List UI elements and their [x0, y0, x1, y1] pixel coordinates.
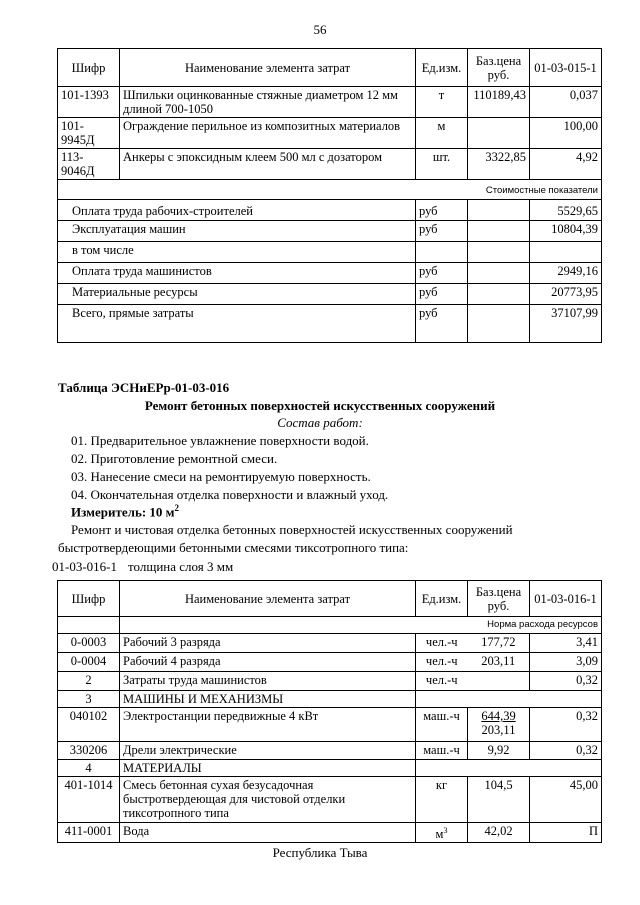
cell-name: Рабочий 3 разряда: [120, 634, 416, 653]
summary-row: [58, 305, 602, 343]
table-row: [58, 823, 602, 843]
cell-unit: кг: [416, 777, 468, 823]
cell-name: Анкеры с эпоксидным клеем 500 мл с дозатором: [120, 149, 416, 180]
table-row: [58, 149, 602, 180]
cell-value: П: [530, 823, 602, 843]
cell-value: 0,32: [530, 708, 602, 742]
cell-price: [468, 672, 530, 691]
footer-region: Республика Тыва: [272, 845, 368, 860]
cell-code: 040102: [58, 708, 120, 742]
summary-row: [58, 242, 602, 263]
cell-code: 101-9945Д: [58, 118, 120, 149]
table-header-row: [58, 49, 602, 87]
table-row: [58, 118, 602, 149]
header-price: Баз.цена руб.: [468, 581, 530, 617]
cell-unit: т: [416, 87, 468, 118]
summary-value: 10804,39: [530, 221, 602, 242]
cell-value: 45,00: [530, 777, 602, 823]
cell-code: 411-0001: [58, 823, 120, 843]
work-step: 01. Предварительное увлажнение поверхности водой.: [71, 433, 369, 448]
cell-value: 4,92: [530, 149, 602, 180]
variant-code: 01-03-016-1: [52, 559, 117, 574]
cell-price: 203,11: [468, 653, 530, 672]
header-norm-code: 01-03-015-1: [530, 49, 602, 87]
norm-label: Норма расхода ресурсов: [120, 617, 602, 634]
summary-label: в том числе: [58, 242, 416, 263]
cell-value: 0,32: [530, 742, 602, 760]
cell-price: 110189,43: [468, 87, 530, 118]
summary-row: [58, 221, 602, 242]
cell-code: 3: [58, 691, 120, 708]
cell-code: 330206: [58, 742, 120, 760]
norm-row: [58, 617, 602, 634]
cell-price: 42,02: [468, 823, 530, 843]
cell-name: Рабочий 4 разряда: [120, 653, 416, 672]
cell-unit: маш.-ч: [416, 742, 468, 760]
cell-name: Вода: [120, 823, 416, 843]
cell-price: 177,72: [468, 634, 530, 653]
summary-unit: руб: [416, 221, 468, 242]
summary-unit: руб: [416, 284, 468, 305]
cost-indicators-row: [58, 180, 602, 200]
variant-text: толщина слоя 3 мм: [128, 559, 234, 574]
summary-label: Эксплуатация машин: [58, 221, 416, 242]
table-row: [58, 742, 602, 760]
cell-unit: маш.-ч: [416, 708, 468, 742]
description-line: быстротвердеющими бетонными смесями тиксотропного типа:: [58, 540, 409, 555]
header-code: Шифр: [58, 49, 120, 87]
header-unit: Ед.изм.: [416, 49, 468, 87]
price-value-secondary: 203,11: [481, 723, 516, 737]
resource-table-1: [57, 48, 602, 343]
cell-price: 104,5: [468, 777, 530, 823]
page-number: 56: [313, 22, 327, 37]
cell-name: Дрели электрические: [120, 742, 416, 760]
cell-value: 100,00: [530, 118, 602, 149]
cell-code: 113-9046Д: [58, 149, 120, 180]
header-unit: Ед.изм.: [416, 581, 468, 617]
table-row: [58, 777, 602, 823]
cell-name: Ограждение перильное из композитных материалов: [120, 118, 416, 149]
section-row: [58, 760, 602, 777]
table-header-row: [58, 581, 602, 617]
cell-value: 3,41: [530, 634, 602, 653]
cell-code: 0-0004: [58, 653, 120, 672]
cell-name: Затраты труда машинистов: [120, 672, 416, 691]
section-heading: МАТЕРИАЛЫ: [120, 760, 416, 777]
cell-name: Смесь бетонная сухая безусадочная быстротвердеющая для чистовой отделки тиксотропного типа: [120, 777, 416, 823]
summary-value: 37107,99: [530, 305, 602, 343]
section-row: [58, 691, 602, 708]
table-row: [58, 87, 602, 118]
section-title: Ремонт бетонных поверхностей искусственных сооружений: [144, 398, 496, 413]
summary-label: Материальные ресурсы: [58, 284, 416, 305]
summary-unit: руб: [416, 200, 468, 221]
table-id-heading: Таблица ЭСНиЕРр-01-03-016: [58, 380, 230, 395]
cell-unit: $м^3$: [416, 823, 468, 843]
cell-unit: чел.-ч: [416, 634, 468, 653]
header-code: Шифр: [58, 581, 120, 617]
work-step: 04. Окончательная отделка поверхности и влажный уход.: [71, 487, 389, 502]
cell-code: 101-1393: [58, 87, 120, 118]
cell-name: Электростанции передвижные 4 кВт: [120, 708, 416, 742]
summary-value: 5529,65: [530, 200, 602, 221]
table-row: [58, 634, 602, 653]
cell-price: 3322,85: [468, 149, 530, 180]
cell-unit: чел.-ч: [416, 653, 468, 672]
table-row: [58, 708, 602, 742]
work-step: 03. Нанесение смеси на ремонтируемую поверхность.: [71, 469, 371, 484]
summary-label: Оплата труда рабочих-строителей: [58, 200, 416, 221]
cell-unit: м: [416, 118, 468, 149]
work-step: 02. Приготовление ремонтной смеси.: [71, 451, 278, 466]
composition-label: Состав работ:: [277, 415, 363, 430]
summary-value: 2949,16: [530, 263, 602, 284]
summary-unit: руб: [416, 263, 468, 284]
header-name: Наименование элемента затрат: [120, 49, 416, 87]
cell-price: 9,92: [468, 742, 530, 760]
cell-value: 3,09: [530, 653, 602, 672]
summary-label: Оплата труда машинистов: [58, 263, 416, 284]
cell-code: 4: [58, 760, 120, 777]
header-norm-code: 01-03-016-1: [530, 581, 602, 617]
cell-value: 0,32: [530, 672, 602, 691]
summary-row: [58, 263, 602, 284]
summary-unit: руб: [416, 305, 468, 343]
header-name: Наименование элемента затрат: [120, 581, 416, 617]
description-line: Ремонт и чистовая отделка бетонных поверхностей искусственных сооружений: [71, 522, 513, 537]
summary-row: [58, 200, 602, 221]
cost-indicators-label: Стоимостные показатели: [58, 180, 602, 200]
summary-unit: [416, 242, 468, 263]
cell-price: [468, 708, 530, 742]
summary-row: [58, 284, 602, 305]
header-price: Баз.цена руб.: [468, 49, 530, 87]
summary-value: [530, 242, 602, 263]
cell-price: [468, 118, 530, 149]
table-row: [58, 653, 602, 672]
cell-value: 0,037: [530, 87, 602, 118]
summary-label: Всего, прямые затраты: [58, 305, 416, 343]
cell-unit: шт.: [416, 149, 468, 180]
cell-code: 401-1014: [58, 777, 120, 823]
meter-label: Измеритель: 10 $м^2$: [71, 503, 180, 520]
resource-table-2: [57, 580, 602, 843]
section-heading: МАШИНЫ И МЕХАНИЗМЫ: [120, 691, 416, 708]
cell-name: Шпильки оцинкованные стяжные диаметром 12 мм длиной 700-1050: [120, 87, 416, 118]
price-value: 644,39: [481, 709, 516, 723]
table-row: [58, 672, 602, 691]
cell-code: 2: [58, 672, 120, 691]
summary-value: 20773,95: [530, 284, 602, 305]
cell-code: 0-0003: [58, 634, 120, 653]
cell-unit: чел.-ч: [416, 672, 468, 691]
